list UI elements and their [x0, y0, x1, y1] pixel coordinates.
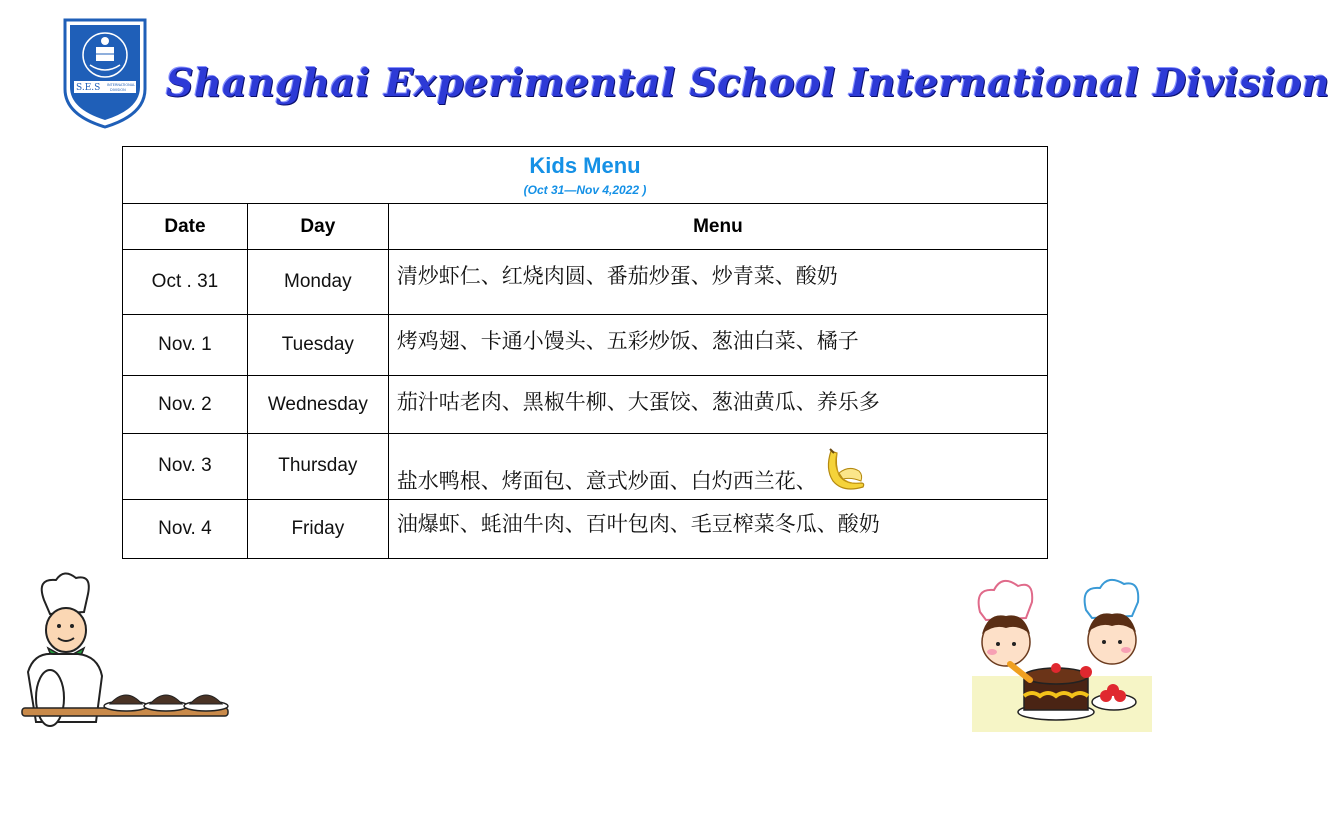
table-row	[123, 315, 1048, 376]
menu-table	[122, 146, 1048, 559]
column-header-date: Date	[123, 204, 248, 250]
day-cell: Tuesday	[247, 315, 388, 376]
table-row	[123, 250, 1048, 315]
chef-illustration	[14, 572, 230, 738]
menu-title: Kids Menu	[529, 153, 641, 178]
table-row	[123, 500, 1048, 559]
kids-baking-illustration	[968, 572, 1154, 734]
menu-cell: 油爆虾、蚝油牛肉、百叶包肉、毛豆榨菜冬瓜、酸奶	[388, 500, 1047, 559]
menu-cell: 茄汁咕老肉、黑椒牛柳、大蛋饺、葱油黄瓜、养乐多	[388, 376, 1047, 434]
school-logo	[62, 17, 148, 130]
table-row	[123, 376, 1048, 434]
date-cell: Nov. 3	[123, 434, 248, 500]
caption-row	[123, 147, 1048, 204]
day-cell: Wednesday	[247, 376, 388, 434]
svg-text:DIVISION: DIVISION	[110, 88, 126, 92]
menu-cell	[388, 434, 1047, 500]
date-cell: Nov. 2	[123, 376, 248, 434]
logo-text: S.E.S	[76, 83, 101, 93]
date-cell: Oct . 31	[123, 250, 248, 315]
menu-text: 盐水鸭根、烤面包、意式炒面、白灼西兰花、	[396, 469, 817, 493]
date-range: (Oct 31—Nov 4,2022 )	[523, 183, 647, 197]
menu-cell: 清炒虾仁、红烧肉圆、番茄炒蛋、炒青菜、酸奶	[388, 250, 1047, 315]
column-header-day: Day	[247, 204, 388, 250]
table-row	[123, 434, 1048, 500]
svg-text:INTERNATIONAL: INTERNATIONAL	[107, 83, 136, 87]
school-name: Shanghai Experimental School International Division	[166, 60, 1330, 105]
header-row	[123, 204, 1048, 250]
date-cell: Nov. 1	[123, 315, 248, 376]
food-plates	[104, 695, 228, 711]
column-header-menu: Menu	[388, 204, 1047, 250]
day-cell: Monday	[247, 250, 388, 315]
date-cell: Nov. 4	[123, 500, 248, 559]
day-cell: Friday	[247, 500, 388, 559]
banana-icon	[819, 447, 869, 495]
day-cell: Thursday	[247, 434, 388, 500]
menu-cell: 烤鸡翅、卡通小馒头、五彩炒饭、葱油白菜、橘子	[388, 315, 1047, 376]
caption-cell	[123, 147, 1048, 204]
